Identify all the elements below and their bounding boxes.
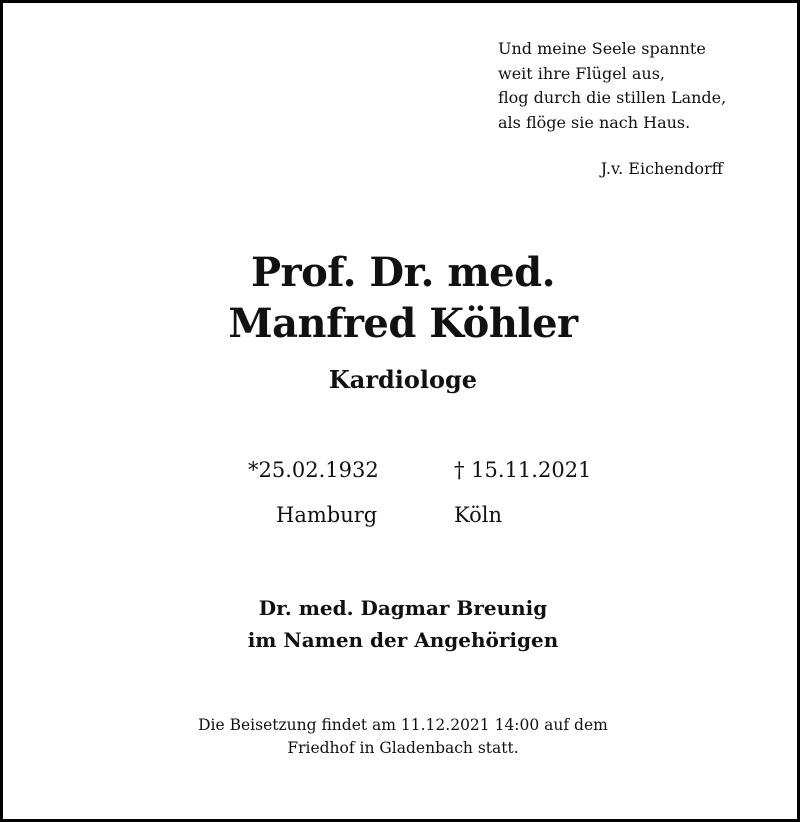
poem-line: Und meine Seele spannte [498,39,706,58]
deceased-profession: Kardiologe [328,365,478,394]
deceased-name-line: Manfred Köhler [228,300,578,347]
signatory [3,592,800,656]
death-date: † 15.11.2021 [454,458,592,482]
deceased-title-line: Prof. Dr. med. [250,249,556,296]
signatory-name: Dr. med. Dagmar Breunig [258,596,548,620]
funeral-notice-line: Die Beisetzung findet am 11.12.2021 14:00 auf dem [198,716,608,734]
birth-place: Hamburg [276,503,378,527]
poem-quote [498,37,738,135]
poem-line: als flöge sie nach Haus. [498,112,691,132]
poem-author: J.v. Eichendorff [600,159,723,178]
funeral-notice-line: Friedhof in Gladenbach statt. [287,739,519,757]
poem-line: weit ihre Flügel aus, [498,63,665,83]
poem-line: flog durch die stillen Lande, [498,88,727,107]
signatory-role: im Namen der Angehörigen [247,628,559,652]
birth-date: *25.02.1932 [248,458,379,482]
funeral-notice [3,714,800,760]
death-place: Köln [454,503,503,527]
deceased-name [3,247,800,349]
